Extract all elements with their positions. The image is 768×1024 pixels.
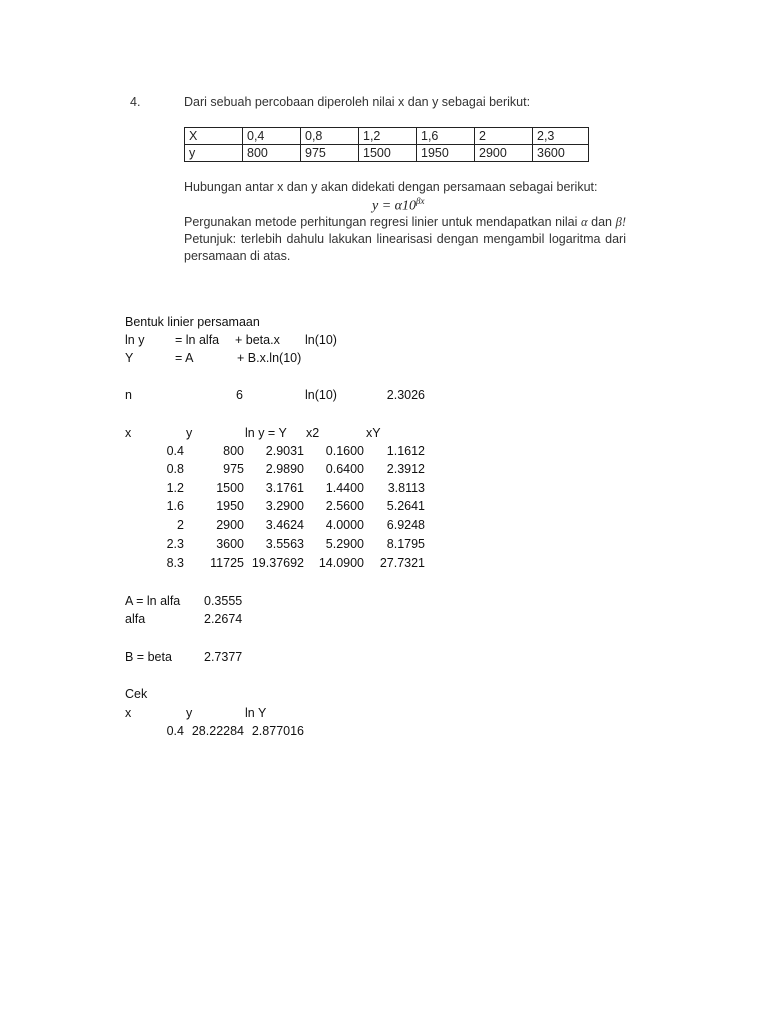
cell-x: 2.3 [166, 537, 184, 551]
cell-y: 800 [223, 444, 244, 458]
cell-xy: 6.9248 [386, 518, 425, 532]
formula-exponent: βx [416, 196, 425, 206]
table-cell: 0,4 [243, 128, 301, 145]
col-header-x: x [125, 426, 132, 440]
cell-x2: 0.1600 [325, 444, 364, 458]
sum-x: 8.3 [166, 556, 184, 570]
table-cell: 975 [301, 145, 359, 162]
table-cell: 800 [243, 145, 301, 162]
table-cell: 1,6 [417, 128, 475, 145]
relation-text: Hubungan antar x dan y akan didekati dengan persamaan sebagai berikut: [184, 180, 598, 194]
cell-y: 1500 [216, 481, 244, 495]
formula [372, 196, 425, 215]
cell-lny: 2.9031 [265, 444, 304, 458]
table-cell: 0,8 [301, 128, 359, 145]
cell-x: 2 [177, 518, 184, 532]
table-row [185, 145, 589, 162]
sum-y: 11725 [210, 556, 244, 570]
task-text-a: Pergunakan metode perhitungan regresi linier untuk mendapatkan nilai [184, 215, 578, 229]
eq2-term1: = A [175, 351, 194, 365]
cek-header-x: x [125, 706, 132, 720]
table-cell: 1950 [417, 145, 475, 162]
col-header-y: y [186, 426, 193, 440]
formula-lhs: y = α10 [372, 198, 417, 214]
n-value: 6 [236, 388, 243, 402]
task-dan: dan [591, 215, 613, 229]
cell-x: 1.6 [166, 499, 184, 513]
data-table [184, 127, 589, 162]
alpha-symbol: α [581, 215, 588, 229]
hint-text-a: Petunjuk: terlebih dahulu lakukan linearisasi dengan mengambil logaritma dari [184, 232, 626, 246]
eq2-lhs: Y [125, 351, 134, 365]
eq1-term2: + beta.x [235, 333, 280, 347]
alfa-label: alfa [125, 612, 146, 626]
eq1-term1: = ln alfa [175, 333, 220, 347]
cell-y: 1950 [216, 499, 244, 513]
question-number: 4. [130, 95, 141, 109]
eq1-lhs: ln y [125, 333, 145, 347]
cell-x: 1.2 [166, 481, 184, 495]
cell-lny: 3.2900 [265, 499, 304, 513]
cell-lny: 3.5563 [265, 537, 304, 551]
cell-xy: 3.8113 [387, 481, 425, 495]
eq2-term2: + B.x.ln(10) [237, 351, 302, 365]
b-label: B = beta [125, 650, 172, 664]
cek-y: 28.22284 [191, 724, 244, 738]
cell-x2: 0.6400 [325, 462, 364, 476]
b-value: 2.7377 [204, 650, 243, 664]
table-cell: 2,3 [533, 128, 589, 145]
a-value: 0.3555 [204, 594, 243, 608]
table-cell: 2 [475, 128, 533, 145]
cell-x: 0.4 [166, 444, 184, 458]
cell-lny: 3.1761 [265, 481, 304, 495]
n-label: n [125, 388, 132, 402]
cell-xy: 1.1612 [386, 444, 425, 458]
question-intro: Dari sebuah percobaan diperoleh nilai x dan y sebagai berikut: [184, 95, 531, 109]
col-header-xy: xY [366, 426, 381, 440]
cell-x2: 5.2900 [325, 537, 364, 551]
section-heading: Bentuk linier persamaan [125, 315, 260, 329]
col-header-x2: x2 [306, 426, 320, 440]
cek-heading: Cek [125, 687, 148, 701]
table-cell: 1500 [359, 145, 417, 162]
sum-lny: 19.37692 [251, 556, 304, 570]
cek-header-lny: ln Y [245, 706, 267, 720]
cell-xy: 8.1795 [386, 537, 425, 551]
ln10-value: 2.3026 [386, 388, 425, 402]
cell-y: 3600 [216, 537, 244, 551]
cek-header-y: y [186, 706, 193, 720]
table-cell: 1,2 [359, 128, 417, 145]
sum-xy: 27.7321 [379, 556, 425, 570]
table-cell: y [185, 145, 243, 162]
cell-lny: 2.9890 [265, 462, 304, 476]
cell-xy: 2.3912 [386, 462, 425, 476]
table-cell: X [185, 128, 243, 145]
eq1-term3: ln(10) [305, 333, 337, 347]
cell-x: 0.8 [166, 462, 184, 476]
col-header-lny: ln y = Y [245, 426, 287, 440]
sum-x2: 14.0900 [318, 556, 364, 570]
alfa-value: 2.2674 [204, 612, 243, 626]
task-text [184, 215, 626, 230]
a-label: A = ln alfa [125, 594, 181, 608]
cell-y: 975 [223, 462, 244, 476]
cell-y: 2900 [216, 518, 244, 532]
beta-symbol: β! [615, 215, 626, 229]
ln10-label: ln(10) [305, 388, 337, 402]
cek-x: 0.4 [166, 724, 184, 738]
cell-x2: 2.5600 [325, 499, 364, 513]
cek-lny: 2.877016 [251, 724, 304, 738]
table-cell: 2900 [475, 145, 533, 162]
table-cell: 3600 [533, 145, 589, 162]
cell-lny: 3.4624 [265, 518, 304, 532]
cell-xy: 5.2641 [386, 499, 425, 513]
cell-x2: 4.0000 [325, 518, 364, 532]
table-row [185, 128, 589, 145]
cell-x2: 1.4400 [325, 481, 364, 495]
hint-text-b: persamaan di atas. [184, 249, 291, 263]
